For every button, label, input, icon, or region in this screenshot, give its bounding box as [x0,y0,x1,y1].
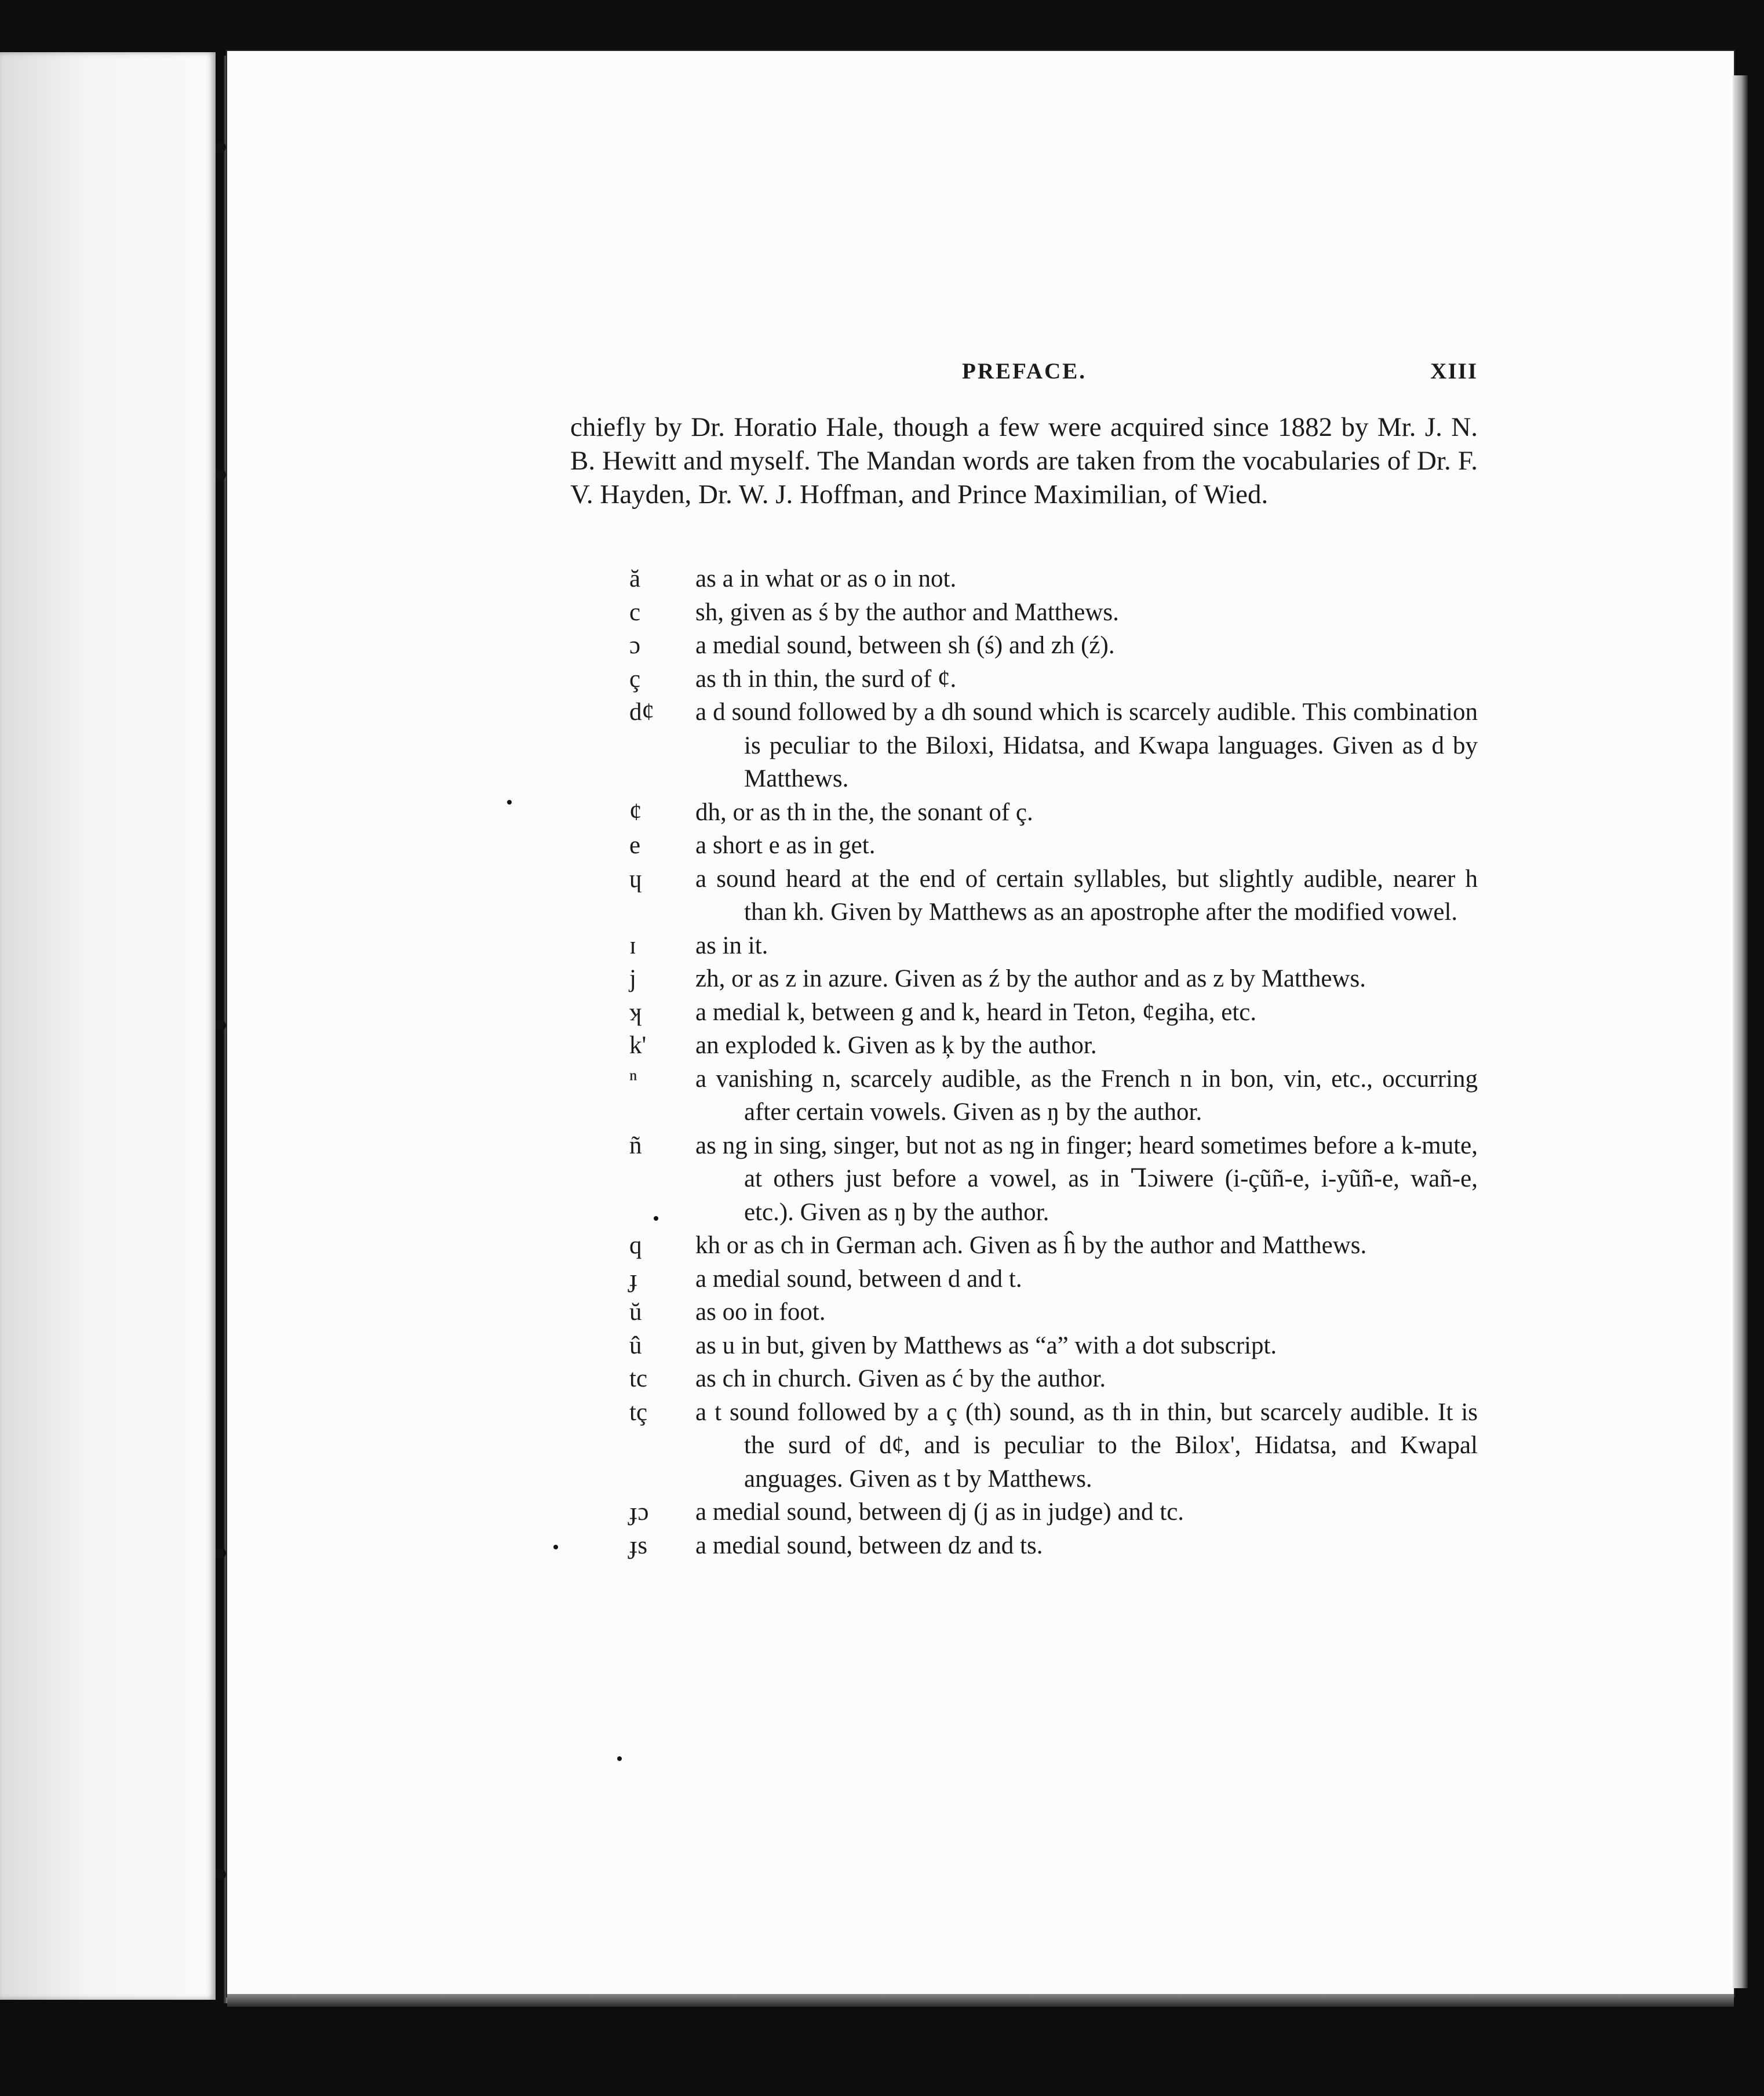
key-description: a medial sound, between sh (ś) and zh (ź). [695,632,1115,659]
key-symbol: ñ [629,1131,642,1159]
page-fore-edge [1733,75,1748,1988]
key-symbol: ⁿ [629,1065,637,1093]
key-description: a medial sound, between dj (j as in judge) and tc. [695,1498,1184,1526]
key-symbol: c [629,598,641,626]
pronunciation-key-list [603,562,1478,1562]
key-description: a medial k, between g and k, heard in Teton, ¢egiha, etc. [695,998,1257,1026]
page-bottom-edge [227,1994,1734,2007]
key-entry [603,1329,1478,1363]
key-symbol: ɟs [629,1531,648,1559]
key-symbol: tc [629,1365,648,1392]
running-head [568,358,1478,387]
key-symbol: ŭ [629,1298,642,1326]
key-entry [603,696,1478,796]
key-entry [603,1262,1478,1296]
key-entry [603,1229,1478,1262]
scan-speck [507,800,512,805]
key-entry [603,962,1478,996]
key-symbol: ɪ [629,931,636,959]
key-entry [603,1029,1478,1062]
left-page-edge [0,52,216,2000]
binding-stitch [216,1548,226,1558]
key-description: as u in but, given by Matthews as “a” with a dot subscript. [695,1331,1277,1359]
key-symbol: ɟɔ [629,1498,649,1526]
binding-stitch [216,1869,226,1880]
key-entry [603,1396,1478,1496]
key-description: a medial sound, between d and t. [695,1265,1022,1293]
key-entry [603,829,1478,863]
key-description: zh, or as z in azure. Given as ź by the author and as z by Matthews. [695,965,1366,992]
binding-stitch [216,1020,226,1031]
key-symbol: d¢ [629,698,654,726]
key-symbol: q [629,1232,642,1259]
key-description: as ch in church. Given as ć by the author. [695,1365,1106,1392]
binding-stitch [216,142,226,152]
key-symbol: ă [629,565,641,592]
key-entry [603,1062,1478,1129]
key-description: a medial sound, between dz and ts. [695,1531,1043,1559]
key-description: kh or as ch in German ach. Given as ĥ by the author and Matthews. [695,1232,1367,1259]
key-description: a vanishing n, scarcely audible, as the French n in bon, vin, etc., occurring after certain vowels. Given as ŋ by the author. [695,1065,1478,1126]
key-entry [603,1296,1478,1329]
intro-paragraph: chiefly by Dr. Horatio Hale, though a few were acquired since 1882 by Mr. J. N. B. Hewitt and myself. The Mandan words are taken from the vocabularies of Dr. F. V. Hayden, Dr. W. J. Hoffman, and Prince Maximilian, of Wied. [570,412,1478,510]
key-symbol: e [629,832,641,859]
key-description: a t sound followed by a ç (th) sound, as th in thin, but scarcely audible. It is the surd of d¢, and is peculiar to the Bilox', Hidatsa, and Kwapal anguages. Given as t by Matthews. [695,1398,1478,1493]
key-description: as th in thin, the surd of ¢. [695,665,957,693]
key-description: dh, or as th in the, the sonant of ç. [695,798,1033,826]
key-symbol: ɟ [629,1265,638,1293]
key-symbol: j [629,965,636,992]
key-entry [603,596,1478,629]
key-description: a d sound followed by a dh sound which is scarcely audible. This combination is peculiar to the Biloxi, Hidatsa, and Kwapa languages. Given as d by Matthews. [695,698,1478,792]
key-entry [603,1362,1478,1396]
key-description: a sound heard at the end of certain syllables, but slightly audible, nearer h than kh. Given by Matthews as an apostrophe after the modified vowel. [695,865,1478,926]
key-entry [603,629,1478,663]
key-entry [603,1495,1478,1529]
key-symbol: k' [629,1032,647,1059]
key-description: as ng in sing, singer, but not as ng in finger; heard sometimes before a k-mute, at others just before a vowel, as in Ꞁɔiwere (i-çũñ-e, i-yũñ-e, wañ-e, etc.). Given as ŋ by the author. [695,1131,1478,1226]
key-symbol: ç [629,665,641,693]
binding-stitch [216,470,226,480]
key-entry [603,1129,1478,1229]
key-description: a short e as in get. [695,832,876,859]
key-entry [603,1529,1478,1563]
key-entry [603,996,1478,1029]
key-entry [603,663,1478,696]
key-description: as oo in foot. [695,1298,826,1326]
page-number: XIII [1430,359,1478,384]
key-entry [603,562,1478,596]
scan-speck [617,1756,622,1761]
key-entry [603,863,1478,929]
key-description: sh, given as ś by the author and Matthews. [695,598,1119,626]
key-symbol: ʞ [629,998,642,1026]
key-symbol: ¢ [629,798,642,826]
key-description: as in it. [695,931,768,959]
key-symbol: û [629,1331,642,1359]
key-description: as a in what or as o in not. [695,565,957,592]
key-entry [603,796,1478,829]
key-symbol: ɥ [629,865,642,893]
key-symbol: ɔ [629,632,641,659]
key-entry [603,929,1478,963]
scan-speck [553,1545,558,1549]
key-symbol: tç [629,1398,648,1426]
running-title: PREFACE. [962,359,1087,384]
key-description: an exploded k. Given as ķ by the author. [695,1032,1097,1059]
